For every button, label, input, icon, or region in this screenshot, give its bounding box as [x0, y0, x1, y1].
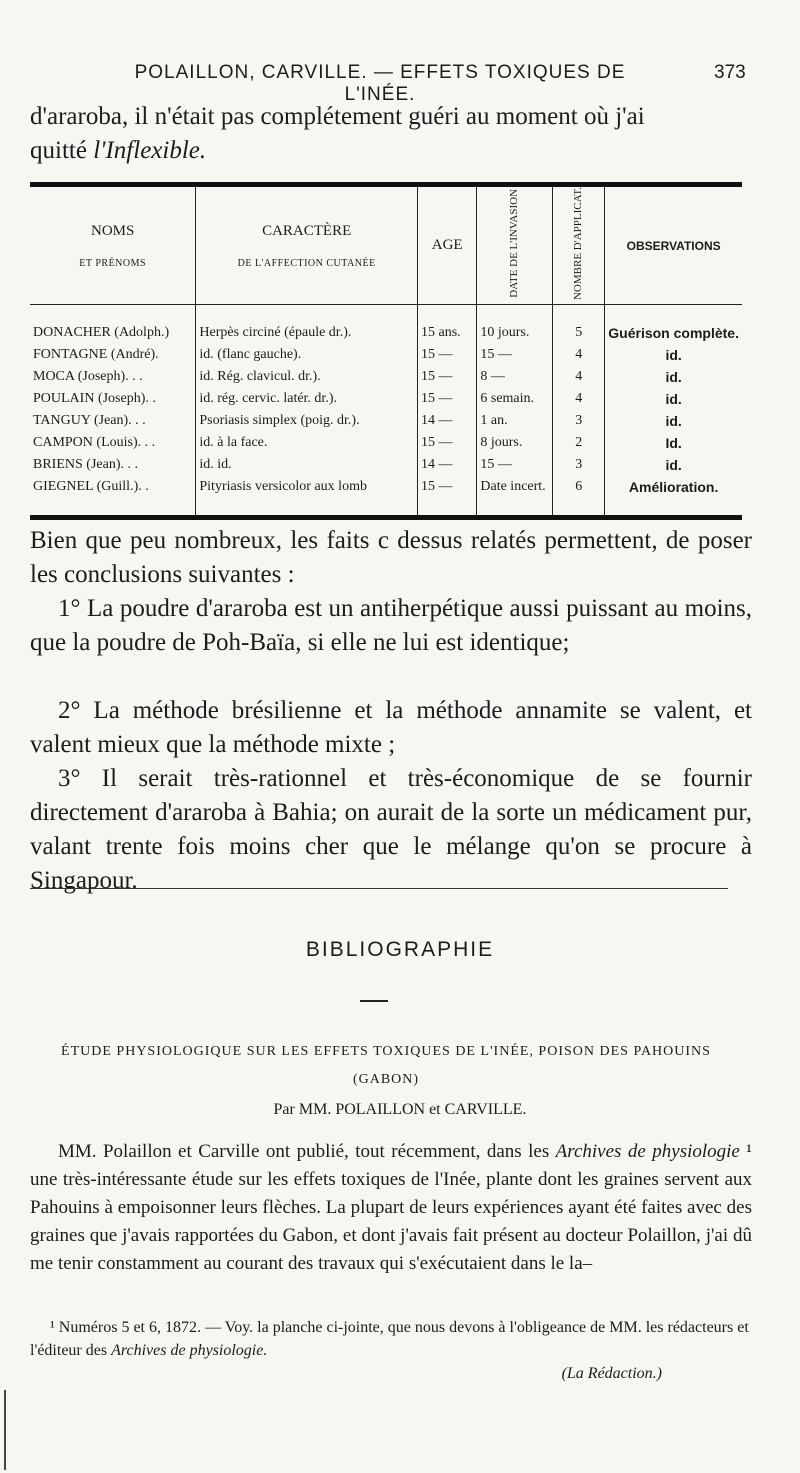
- cell-date: 8 jours.: [477, 432, 553, 454]
- table-row: [30, 476, 742, 518]
- cell-observation: Amélioration.: [628, 479, 719, 496]
- article-title-line-1: ÉTUDE PHYSIOLOGIQUE SUR LES EFFETS TOXIQUES DE L'INÉE, POISON DES PAHOUINS: [61, 1044, 711, 1059]
- cell-name: MOCA (Joseph). . .: [30, 366, 196, 388]
- header-date-text: DATE DE L'INVASION: [508, 189, 521, 298]
- footnote-text-start: ¹ Numéros 5 et 6, 1872. — Voy. la planche ci-jointe, que nous devons à l'obligeance de MM. les rédacteurs et l'éditeur des: [30, 1319, 749, 1359]
- cell-date: 6 semain.: [477, 388, 553, 410]
- header-date: [477, 185, 553, 305]
- cell-observation: id.: [665, 457, 682, 474]
- cell-date: 15 —: [477, 454, 553, 476]
- table-row: [30, 388, 742, 410]
- cell-name: GIEGNEL (Guill.). .: [30, 476, 196, 518]
- body-start: MM. Polaillon et Carville ont publié, tout récemment, dans les: [58, 1141, 556, 1162]
- cell-name: FONTAGNE (André).: [30, 344, 196, 366]
- cell-age: 15 —: [418, 366, 477, 388]
- cell-age: 14 —: [418, 410, 477, 432]
- intro-italic-ship: l'Inflexible.: [93, 137, 207, 164]
- cases-table: [30, 182, 742, 520]
- table-row: [30, 305, 742, 345]
- cell-affection: id. id.: [196, 454, 418, 476]
- cell-affection: Herpès circiné (épaule dr.).: [196, 305, 418, 345]
- cell-count: 2: [553, 432, 605, 454]
- cell-observation: id.: [665, 369, 682, 386]
- intro-line-2: quitté: [30, 137, 94, 164]
- section-divider: [30, 888, 728, 889]
- table-header-row: [30, 185, 742, 305]
- table-row: [30, 344, 742, 366]
- cell-age: 15 —: [418, 476, 477, 518]
- header-caractere-main: CARACTÈRE: [262, 222, 352, 239]
- cell-affection: id. à la face.: [196, 432, 418, 454]
- cell-date: 10 jours.: [477, 305, 553, 345]
- cell-count: 4: [553, 366, 605, 388]
- intro-line-1: d'araroba, il n'était pas complétement guéri au moment où j'ai: [30, 103, 645, 130]
- table-row: [30, 366, 742, 388]
- cell-age: 15 —: [418, 432, 477, 454]
- cell-count: 4: [553, 344, 605, 366]
- conclusion-2: 2° La méthode brésilienne et la méthode annamite se valent, et valent mieux que la méthode mixte ;: [30, 697, 752, 758]
- cases-table-container: [30, 182, 742, 508]
- cell-affection: id. Rég. clavicul. dr.).: [196, 366, 418, 388]
- title-dash: [360, 1000, 388, 1002]
- conclusion-3: 3° Il serait très-rationnel et très-économique de se fournir directement d'araroba à Bahia; on aurait de la sorte un médicament pur, valant trente fois moins cher que le mélange qu'on se procure à Singapour.: [30, 765, 752, 894]
- article-title: [30, 1038, 742, 1094]
- cell-date: 8 —: [477, 366, 553, 388]
- cell-observation: id.: [665, 413, 682, 430]
- intro-paragraph: [30, 100, 752, 168]
- footnote-italic: Archives de physiologie.: [111, 1342, 268, 1359]
- conclusions-intro: Bien que peu nombreux, les faits c dessus relatés permettent, de poser les conclusions suivantes :: [30, 527, 752, 588]
- header-caractere-sub: DE L'AFFECTION CUTANÉE: [237, 257, 376, 269]
- cell-age: 15 —: [418, 388, 477, 410]
- table-row: [30, 410, 742, 432]
- cell-observation: id.: [665, 391, 682, 408]
- cell-name: CAMPON (Louis). . .: [30, 432, 196, 454]
- cell-affection: id. (flanc gauche).: [196, 344, 418, 366]
- cell-observation: Id.: [665, 435, 682, 452]
- bibliography-title: BIBLIOGRAPHIE: [305, 938, 495, 961]
- footnote-signature: (La Rédaction.): [561, 1365, 662, 1382]
- body-rest: ¹ une très-intéressante étude sur les effets toxiques de l'Inée, plante dont les graines servent aux Pahouins à empoisonner leurs flèches. La plupart de leurs expériences ayant été faites avec des graines que j'avais rapportées du Gabon, et dont j'avais fait présent au docteur Polaillon, j'ai dû me tenir constamment au courant des travaux qui s'exécutaient dans le la–: [30, 1141, 752, 1274]
- table-row: [30, 454, 742, 476]
- margin-mark: [4, 1390, 6, 1470]
- article-authors: Par MM. POLAILLON et CARVILLE.: [273, 1101, 527, 1118]
- header-observations: [605, 185, 742, 305]
- cell-name: TANGUY (Jean). . .: [30, 410, 196, 432]
- cell-age: 15 —: [418, 344, 477, 366]
- bibliography-body: [30, 1138, 752, 1278]
- cell-age: 15 ans.: [418, 305, 477, 345]
- header-noms-main: NOMS: [91, 222, 135, 239]
- cell-affection: Pityriasis versicolor aux lomb: [196, 476, 418, 518]
- article-title-line-2: (GABON): [352, 1072, 420, 1087]
- header-nombre-text: NOMBRE D'APPLICAT.: [572, 187, 585, 301]
- table-row: [30, 432, 742, 454]
- conclusion-1: 1° La poudre d'araroba est un antiherpétique aussi puissant au moins, que la poudre de Poh-Baïa, si elle ne lui est identique;: [30, 595, 752, 656]
- running-head: POLAILLON, CARVILLE. — EFFETS TOXIQUES DE L'INÉE.: [134, 62, 626, 105]
- header-age-text: AGE: [431, 237, 463, 253]
- cell-date: 1 an.: [477, 410, 553, 432]
- cell-name: DONACHER (Adolph.): [30, 305, 196, 345]
- cell-name: POULAIN (Joseph). .: [30, 388, 196, 410]
- cell-count: 3: [553, 454, 605, 476]
- cell-observation: Guérison complète.: [608, 325, 739, 342]
- cell-affection: Psoriasis simplex (poig. dr.).: [196, 410, 418, 432]
- header-observations-text: OBSERVATIONS: [626, 238, 721, 253]
- header-noms-sub: ET PRÉNOMS: [79, 257, 147, 269]
- cell-affection: id. rég. cervic. latér. dr.).: [196, 388, 418, 410]
- header-caractere: [196, 185, 418, 305]
- cell-count: 4: [553, 388, 605, 410]
- header-age: [418, 185, 477, 305]
- cell-age: 14 —: [418, 454, 477, 476]
- header-noms: [30, 185, 196, 305]
- cell-count: 6: [553, 476, 605, 518]
- cell-date: Date incert.: [477, 476, 553, 518]
- cell-observation: id.: [665, 347, 682, 364]
- footnote-text: [30, 1316, 752, 1362]
- cell-date: 15 —: [477, 344, 553, 366]
- cell-count: 5: [553, 305, 605, 345]
- page-number: 373: [714, 62, 746, 83]
- body-journal-italic: Archives de physiologie: [555, 1141, 740, 1162]
- header-nombre: [553, 185, 605, 305]
- cell-name: BRIENS (Jean). . .: [30, 454, 196, 476]
- footnote: [30, 1316, 752, 1385]
- cell-count: 3: [553, 410, 605, 432]
